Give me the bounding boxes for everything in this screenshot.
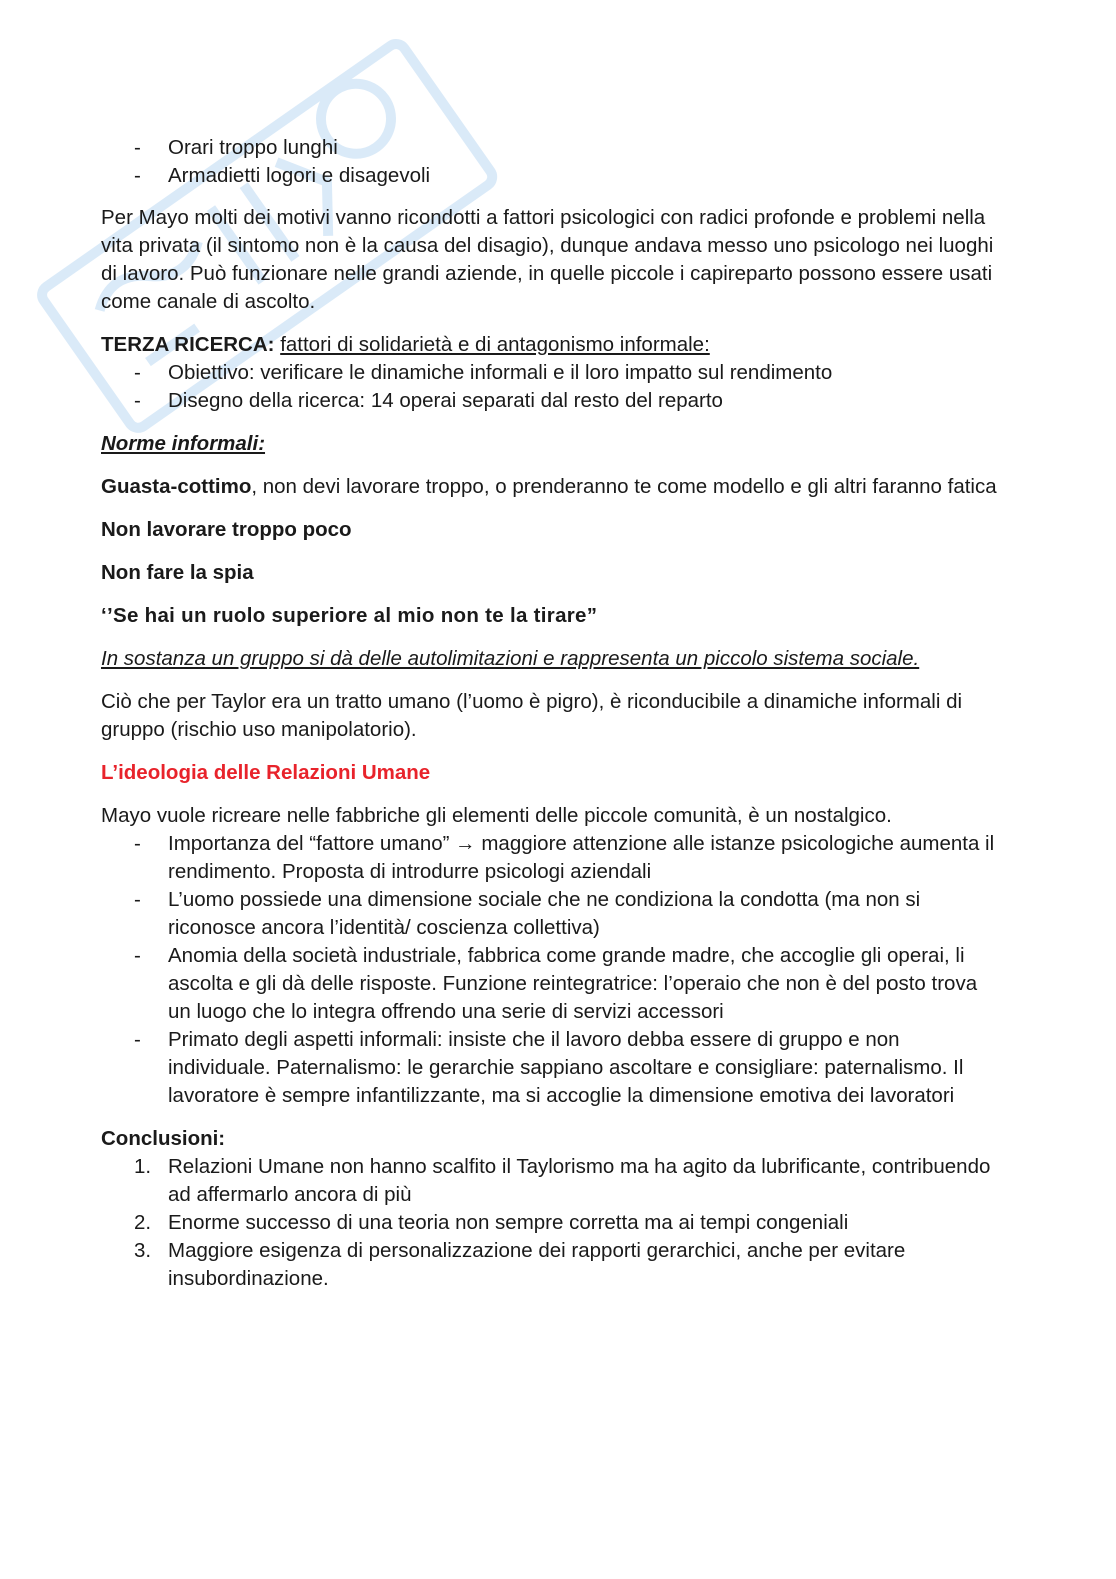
norma-4: ‘’Se hai un ruolo superiore al mio non te la tirare” bbox=[101, 604, 598, 627]
list-item: 3. Maggiore esigenza di personalizzazione dei rapporti gerarchici, anche per evitare insubordinazione. bbox=[134, 1239, 906, 1290]
list-item: - Obiettivo: verificare le dinamiche informali e il loro impatto sul rendimento bbox=[134, 361, 833, 384]
paragraph-comunita: Mayo vuole ricreare nelle fabbriche gli elementi delle piccole comunità, è un nostalgico. bbox=[101, 804, 892, 827]
list-ideologia bbox=[101, 830, 1001, 1110]
list-item: - Disegno della ricerca: 14 operai separati dal resto del reparto bbox=[134, 389, 723, 412]
norma-3: Non fare la spia bbox=[101, 561, 254, 584]
terza-ricerca-label: TERZA RICERCA: bbox=[101, 333, 275, 356]
list-item: 1. Relazioni Umane non hanno scalfito il Taylorismo ma ha agito da lubrificante, contribuendo ad affermarlo ancora di più bbox=[134, 1155, 991, 1206]
list-item: - L’uomo possiede una dimensione sociale che ne condiziona la condotta (ma non si riconosce ancora l’identità/ coscienza collettiva) bbox=[134, 888, 921, 939]
list-item: - Anomia della società industriale, fabbrica come grande madre, che accoglie gli operai, li ascolta e gli dà delle risposte. Funzione reintegratrice: l’operaio che non è del posto trova un luogo che lo integra offrendo una serie di servizi accessori bbox=[134, 944, 978, 1023]
list-item: - Orari troppo lunghi bbox=[134, 136, 338, 159]
paragraph-mayo: Per Mayo molti dei motivi vanno ricondotti a fattori psicologici con radici profonde e problemi nella vita privata (il sintomo non è la causa del disagio), dunque andava messo uno psicologo nei luoghi di lavoro. Può funzionare nelle grandi aziende, in quelle piccole i capireparto possono essere usati come canale di ascolto. bbox=[101, 206, 994, 313]
terza-ricerca-heading bbox=[101, 331, 1001, 359]
list-conclusioni bbox=[101, 1153, 1001, 1293]
ideologia-heading: L’ideologia delle Relazioni Umane bbox=[101, 761, 431, 784]
guasta-text: , non devi lavorare troppo, o prenderanno te come modello e gli altri faranno fatica bbox=[251, 475, 997, 498]
list-item: - Armadietti logori e disagevoli bbox=[134, 164, 431, 187]
document-page bbox=[101, 134, 1001, 1293]
list-item: - Primato degli aspetti informali: insiste che il lavoro debba essere di gruppo e non individuale. Paternalismo: le gerarchie sappiano ascoltare e consigliare: paternalismo. Il lavoratore è sempre infantilizzante, ma si accoglie la dimensione emotiva dei lavoratori bbox=[134, 1028, 964, 1107]
conclusioni-heading: Conclusioni: bbox=[101, 1127, 226, 1150]
paragraph-sostanza: In sostanza un gruppo si dà delle autolimitazioni e rappresenta un piccolo sistema sociale. bbox=[101, 647, 920, 670]
paragraph-taylor: Ciò che per Taylor era un tratto umano (l’uomo è pigro), è riconducibile a dinamiche informali di gruppo (rischio uso manipolatorio). bbox=[101, 690, 963, 741]
list-item: - Importanza del “fattore umano” → maggiore attenzione alle istanze psicologiche aumenta il rendimento. Proposta di introdurre psicologi aziendali bbox=[134, 832, 995, 883]
norme-heading: Norme informali: bbox=[101, 432, 266, 455]
paragraph-guasta bbox=[101, 473, 1001, 501]
list-item: 2. Enorme successo di una teoria non sempre corretta ma ai tempi congeniali bbox=[134, 1211, 849, 1234]
list-top bbox=[101, 134, 1001, 190]
guasta-label: Guasta-cottimo bbox=[101, 475, 252, 498]
list-terza bbox=[101, 359, 1001, 415]
terza-ricerca-title: fattori di solidarietà e di antagonismo informale: bbox=[280, 333, 710, 356]
norma-2: Non lavorare troppo poco bbox=[101, 518, 352, 541]
